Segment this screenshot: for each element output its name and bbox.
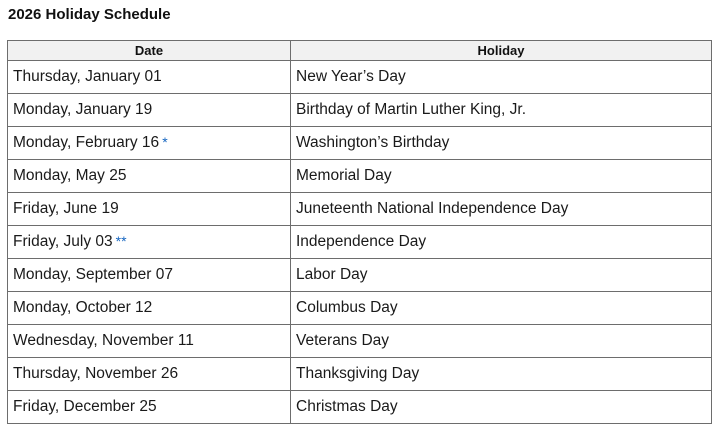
date-text: Wednesday, November 11 [13,332,194,349]
date-text: Monday, February 16 [13,134,160,151]
date-cell [8,358,291,391]
date-cell [8,193,291,226]
holiday-cell: New Year’s Day [291,61,712,94]
date-cell [8,292,291,325]
footnote-marker: * [162,134,168,150]
page-title: 2026 Holiday Schedule [8,6,171,23]
date-text: Friday, June 19 [13,200,119,217]
date-cell [8,391,291,424]
holiday-cell: Birthday of Martin Luther King, Jr. [291,94,712,127]
table-row [8,61,712,94]
date-cell [8,226,291,259]
date-text: Monday, October 12 [13,299,153,316]
footnote-marker: ** [115,233,127,249]
date-text: Friday, December 25 [13,398,157,415]
date-text: Monday, May 25 [13,167,127,184]
holiday-cell: Veterans Day [291,325,712,358]
table-row [8,358,712,391]
table-row [8,127,712,160]
holiday-cell: Independence Day [291,226,712,259]
table-body [8,61,712,424]
holiday-cell: Labor Day [291,259,712,292]
table-row [8,226,712,259]
table-row [8,325,712,358]
date-cell [8,160,291,193]
date-text: Monday, September 07 [13,266,173,283]
holiday-cell: Memorial Day [291,160,712,193]
holiday-cell: Washington’s Birthday [291,127,712,160]
date-cell [8,325,291,358]
holiday-cell: Christmas Day [291,391,712,424]
date-text: Thursday, January 01 [13,68,162,85]
table-row [8,193,712,226]
date-cell [8,61,291,94]
table-row [8,259,712,292]
date-text: Friday, July 03 [13,233,113,250]
column-header-date: Date [8,41,291,61]
date-cell [8,127,291,160]
date-cell [8,259,291,292]
table-row [8,94,712,127]
holiday-cell: Juneteenth National Independence Day [291,193,712,226]
date-text: Thursday, November 26 [13,365,179,382]
date-cell [8,94,291,127]
table-row [8,292,712,325]
holiday-cell: Thanksgiving Day [291,358,712,391]
holiday-schedule-table [7,40,712,424]
holiday-cell: Columbus Day [291,292,712,325]
table-row [8,160,712,193]
table-header-row [8,41,712,61]
date-text: Monday, January 19 [13,101,153,118]
column-header-holiday: Holiday [291,41,712,61]
table-row [8,391,712,424]
